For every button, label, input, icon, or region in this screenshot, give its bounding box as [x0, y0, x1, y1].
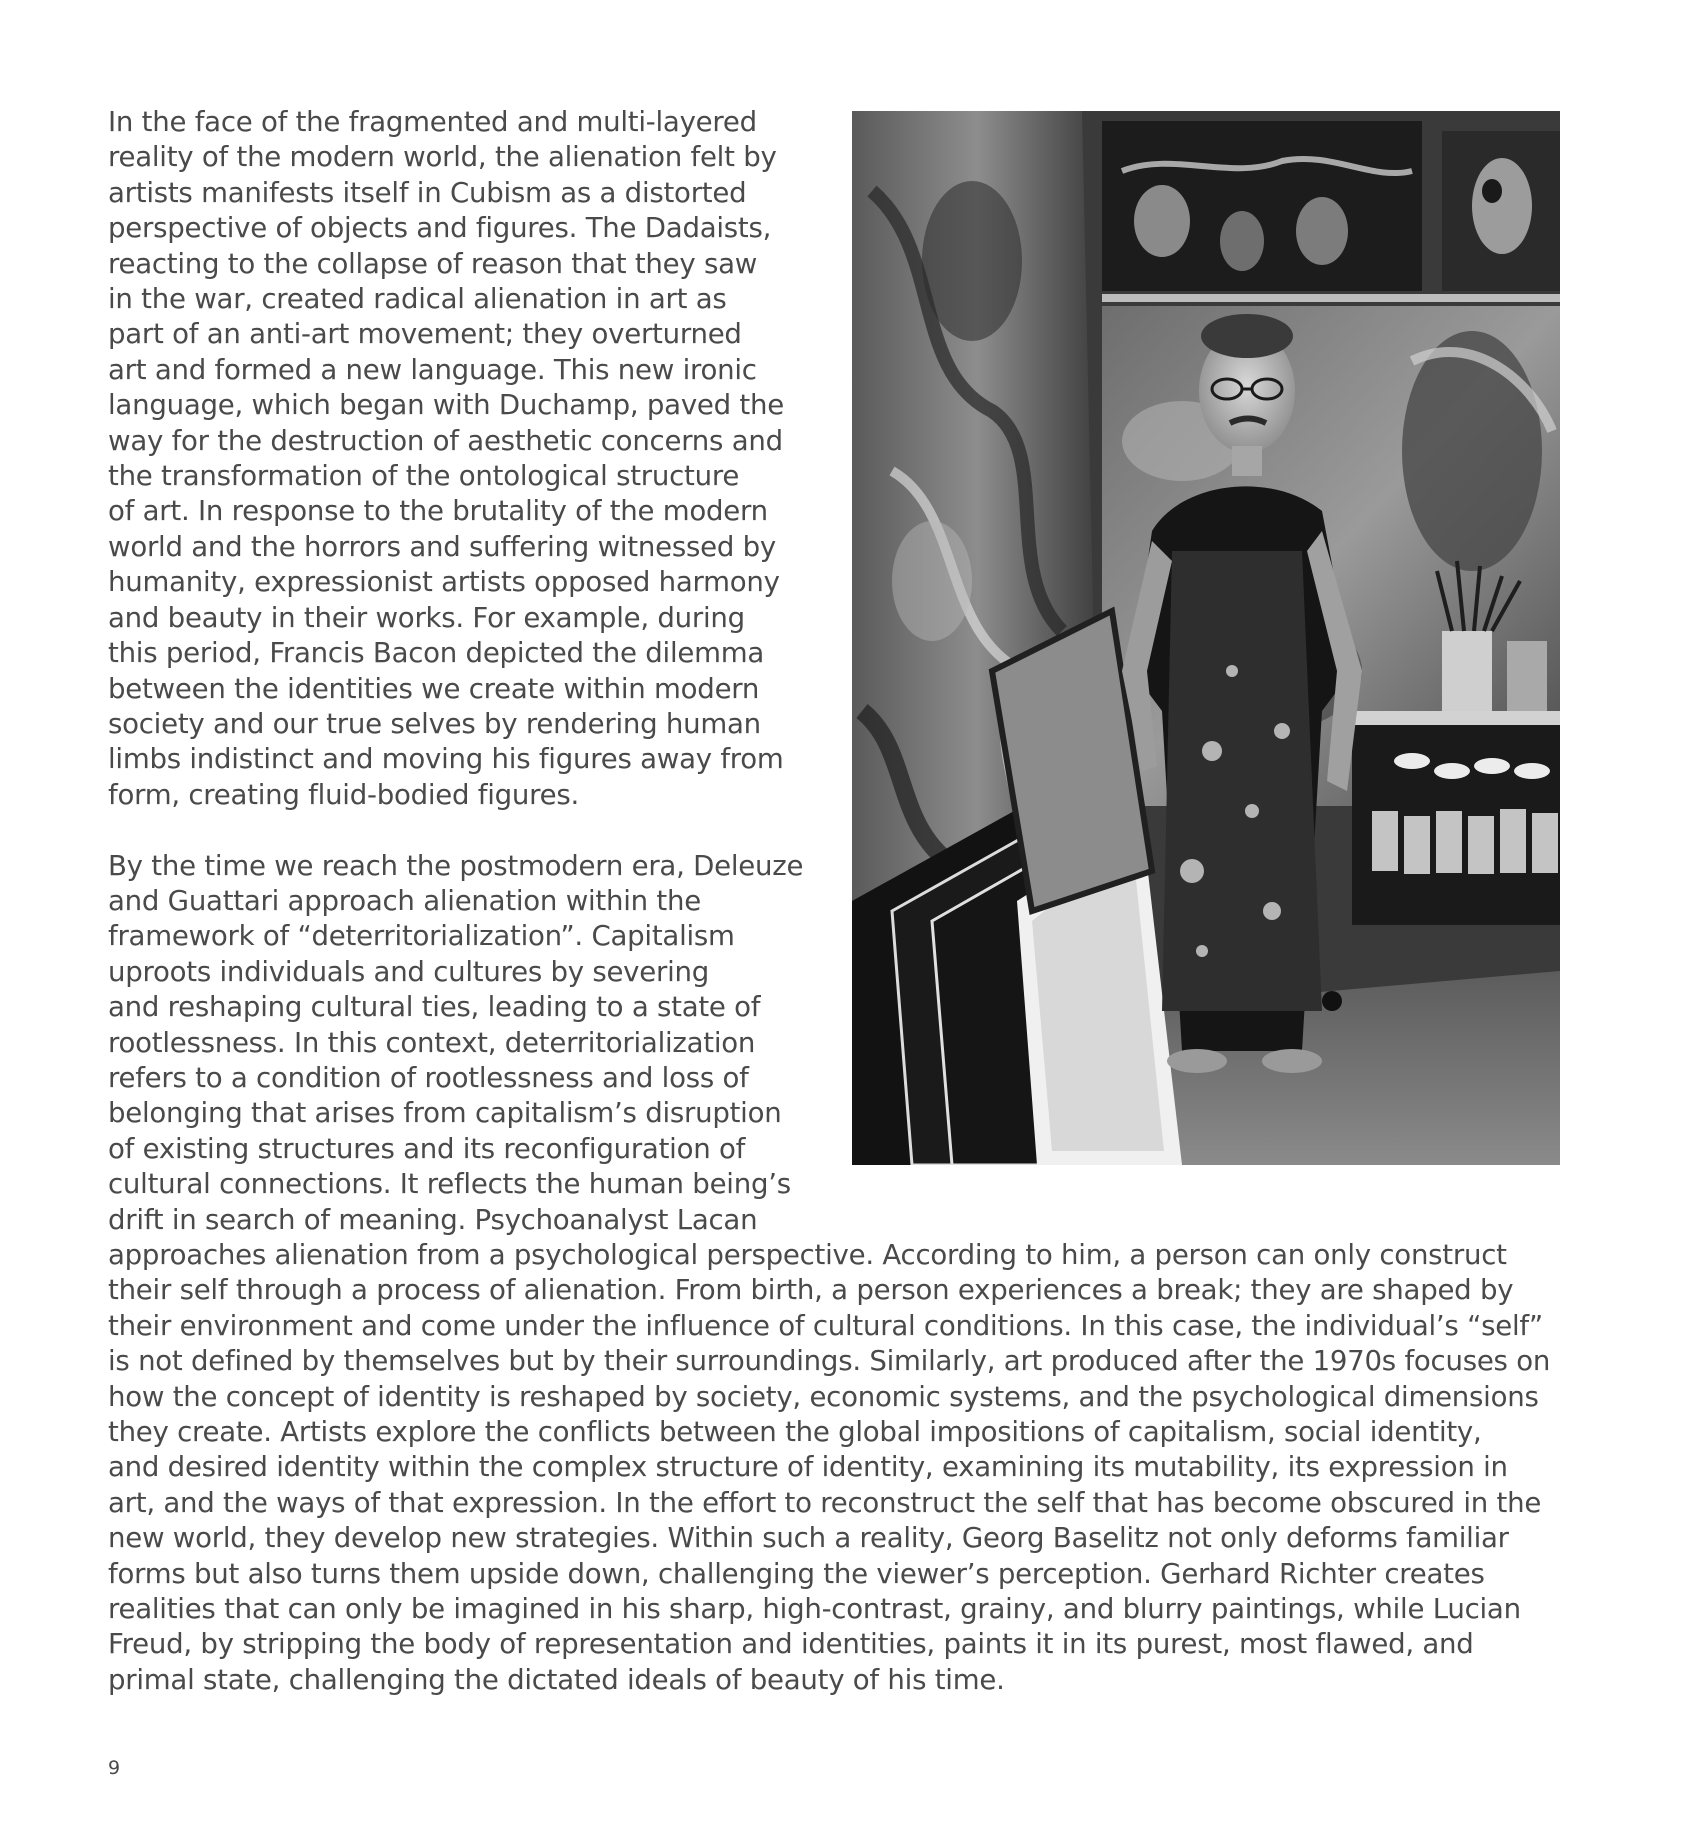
text-line: and beauty in their works. For example, during — [108, 600, 745, 634]
text-line: primal state, challenging the dictated ideals of beauty of his time. — [108, 1662, 1005, 1696]
text-line: forms but also turns them upside down, challenging the viewer’s perception. Gerhard Richter creates — [108, 1556, 1485, 1590]
text-line: realities that can only be imagined in his sharp, high-contrast, grainy, and blurry paintings, while Lucian — [108, 1592, 1521, 1626]
text-line: how the concept of identity is reshaped by society, economic systems, and the psychological dimensions — [108, 1379, 1539, 1413]
paragraph-spacer — [108, 812, 1563, 847]
text-line: in the war, created radical alienation in art as — [108, 282, 727, 316]
text-line: reality of the modern world, the alienation felt by — [108, 140, 777, 174]
page-number: 9 — [108, 1757, 121, 1779]
text-line: uproots individuals and cultures by severing — [108, 954, 710, 988]
text-line: drift in search of meaning. Psychoanalyst Lacan — [108, 1202, 758, 1236]
text-line: way for the destruction of aesthetic concerns and — [108, 423, 783, 457]
text-line: language, which began with Duchamp, paved the — [108, 388, 784, 422]
text-line: society and our true selves by rendering human — [108, 706, 761, 740]
text-line: In the face of the fragmented and multi-layered — [108, 105, 757, 138]
text-line: form, creating fluid-bodied figures. — [108, 777, 580, 811]
text-line: they create. Artists explore the conflicts between the global impositions of capitalism, social identity, — [108, 1415, 1482, 1449]
text-line: approaches alienation from a psychological perspective. According to him, a person can only construct — [108, 1237, 1507, 1271]
text-line: belonging that arises from capitalism’s disruption — [108, 1096, 782, 1130]
text-line: between the identities we create within modern — [108, 671, 760, 705]
text-line: and reshaping cultural ties, leading to a state of — [108, 990, 761, 1024]
text-line: and desired identity within the complex structure of identity, examining its mutability, its expression in — [108, 1450, 1508, 1484]
text-line: world and the horrors and suffering witnessed by — [108, 529, 776, 563]
text-line: and Guattari approach alienation within the — [108, 883, 701, 917]
text-line: this period, Francis Bacon depicted the dilemma — [108, 636, 765, 670]
text-line: new world, they develop new strategies. Within such a reality, Georg Baselitz not only deforms familiar — [108, 1521, 1509, 1555]
text-line: art, and the ways of that expression. In the effort to reconstruct the self that has become obscured in the — [108, 1485, 1542, 1519]
text-line: By the time we reach the postmodern era, Deleuze — [108, 848, 804, 882]
text-line: part of an anti-art movement; they overturned — [108, 317, 742, 351]
text-line: their environment and come under the influence of cultural conditions. In this case, the individual’s “self” — [108, 1308, 1543, 1342]
text-line: perspective of objects and figures. The Dadaists, — [108, 211, 772, 245]
text-line: humanity, expressionist artists opposed harmony — [108, 565, 780, 599]
text-line: framework of “deterritorialization”. Capitalism — [108, 919, 735, 953]
text-line: refers to a condition of rootlessness and loss of — [108, 1060, 749, 1094]
text-line: Freud, by stripping the body of representation and identities, paints it in its purest, most flawed, and — [108, 1627, 1474, 1661]
text-line: rootlessness. In this context, deterritorialization — [108, 1025, 756, 1059]
text-line: is not defined by themselves but by their surroundings. Similarly, art produced after the 1970s focuses on — [108, 1344, 1551, 1378]
text-line: their self through a process of alienation. From birth, a person experiences a break; they are shaped by — [108, 1273, 1514, 1307]
paragraph-2 — [108, 848, 1563, 1698]
text-line: the transformation of the ontological structure — [108, 459, 740, 493]
text-line: artists manifests itself in Cubism as a distorted — [108, 175, 747, 209]
text-line: of existing structures and its reconfiguration of — [108, 1131, 746, 1165]
text-line: cultural connections. It reflects the human being’s — [108, 1167, 791, 1201]
text-line: reacting to the collapse of reason that they saw — [108, 246, 758, 280]
article-body — [108, 104, 1563, 1697]
text-line: of art. In response to the brutality of the modern — [108, 494, 768, 528]
paragraph-1 — [108, 104, 1563, 812]
text-line: art and formed a new language. This new ironic — [108, 352, 757, 386]
text-line: limbs indistinct and moving his figures away from — [108, 742, 784, 776]
